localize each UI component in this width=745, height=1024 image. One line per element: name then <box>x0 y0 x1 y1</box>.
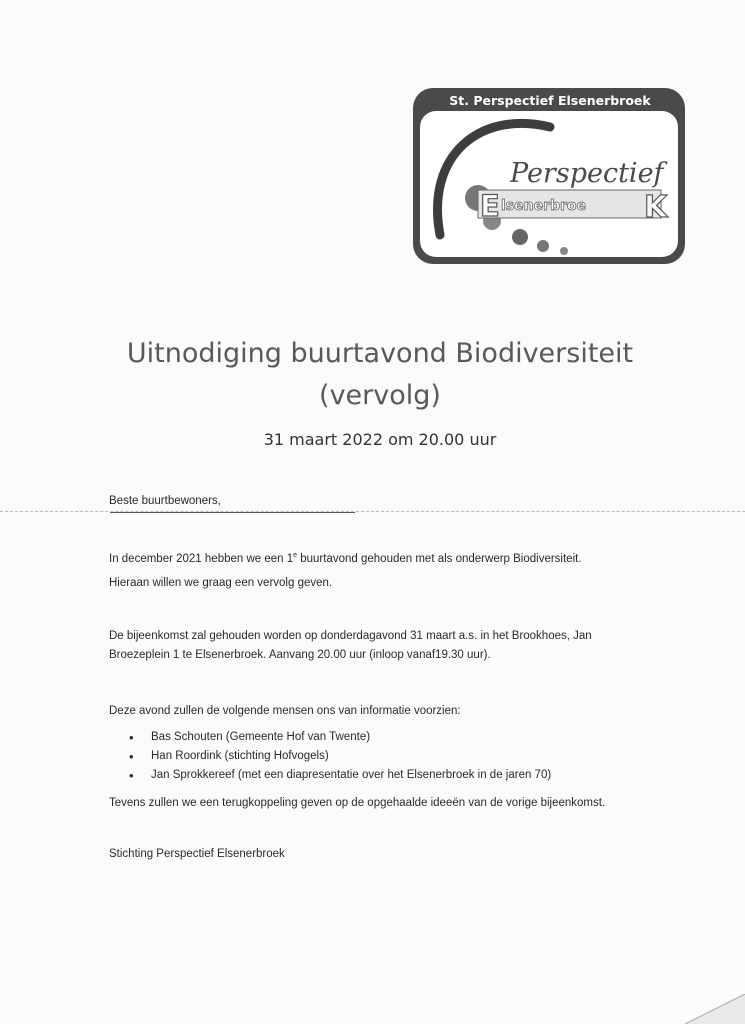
salutation-underline <box>110 512 355 513</box>
salutation: Beste buurtbewoners, <box>109 495 221 507</box>
speaker-list <box>109 728 551 785</box>
organization-logo <box>410 85 688 267</box>
logo-letter-k: K <box>644 190 668 225</box>
signature: Stichting Perspectief Elsenerbroek <box>109 848 285 860</box>
paragraph-speakers-intro: Deze avond zullen de volgende mensen ons van informatie voorzien: <box>109 705 461 717</box>
title-line-1: Uitnodiging buurtavond Biodiversiteit <box>126 338 634 369</box>
list-item: • Han Roordink (stichting Hofvogels) <box>109 747 551 766</box>
paragraph-follow-up: Hieraan willen we graag een vervolg geven. <box>109 577 333 589</box>
logo-word-perspectief: Perspectief <box>510 158 664 189</box>
title-line-2: (vervolg) <box>319 380 441 411</box>
paragraph-feedback: Tevens zullen we een terugkoppeling geven op de opgehaalde ideeën van de vorige bijeenkomst. <box>109 797 606 809</box>
intro-superscript: e <box>293 552 298 559</box>
logo-banner-text: St. Perspectief Elsenerbroek <box>449 93 651 108</box>
page-title <box>70 333 690 417</box>
paragraph-intro <box>109 546 649 569</box>
list-item: • Bas Schouten (Gemeente Hof van Twente) <box>109 728 551 747</box>
intro-text-end: buurtavond gehouden met als onderwerp Biodiversiteit. <box>297 552 582 565</box>
intro-text-start: In december 2021 hebben we een 1 <box>109 552 294 565</box>
paragraph-location: De bijeenkomst zal gehouden worden op donderdagavond 31 maart a.s. in het Brookhoes, Jan Broezeplein 1 te Elsenerbroek. Aanvang 20.00 uur (inloop vanaf19.30 uur). <box>109 630 592 661</box>
logo-letter-e: E <box>480 189 500 223</box>
logo-word-elsenerbroek: lsenerbroe <box>501 198 587 214</box>
page-fold-corner <box>685 994 745 1024</box>
event-date: 31 maart 2022 om 20.00 uur <box>263 430 497 449</box>
list-item: • Jan Sprokkereef (met een diapresentatie over het Elsenerbroek in de jaren 70) <box>109 766 551 785</box>
